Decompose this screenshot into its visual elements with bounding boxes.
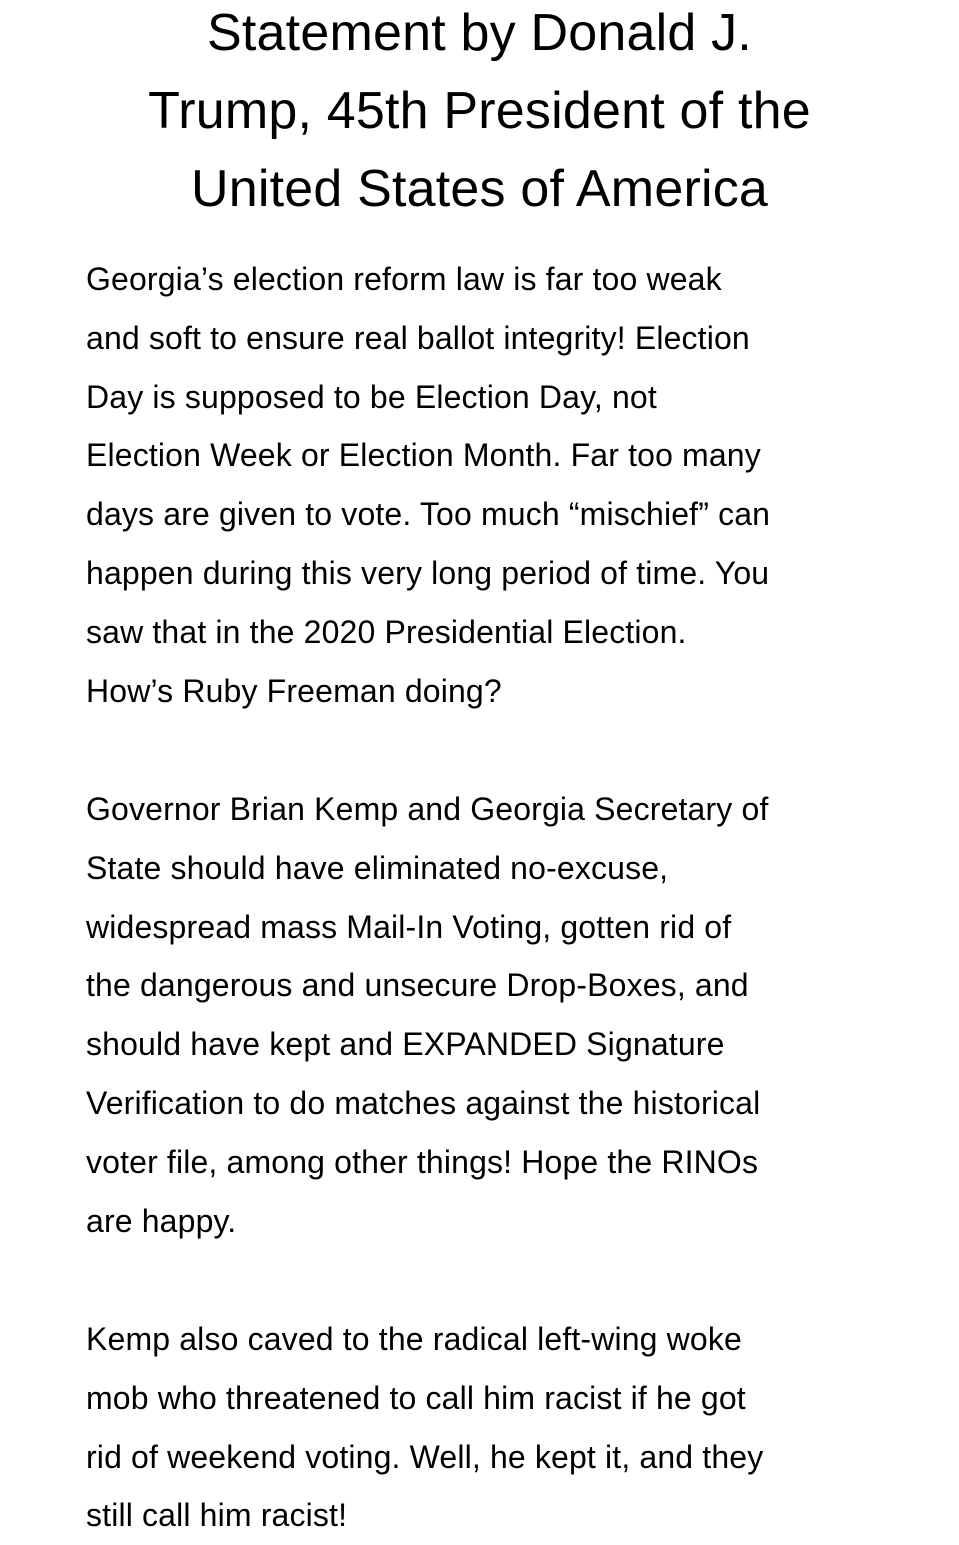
title-line: Trump, 45th President of the <box>148 82 811 140</box>
text-line: widespread mass Mail-In Voting, gotten rid of <box>86 908 732 945</box>
text-line: Governor Brian Kemp and Georgia Secretary of <box>86 791 769 827</box>
text-line: should have kept and EXPANDED Signature <box>86 1026 725 1063</box>
text-line: Georgia’s election reform law is far too weak <box>86 261 722 297</box>
text-line: the dangerous and unsecure Drop-Boxes, and <box>86 967 749 1004</box>
text-line: saw that in the 2020 Presidential Election. <box>86 613 687 650</box>
title-line: United States of America <box>190 160 769 218</box>
text-line: still call him racist! <box>86 1497 348 1534</box>
text-line: State should have eliminated no-excuse, <box>86 849 669 886</box>
text-line: Kemp also caved to the radical left-wing woke <box>86 1321 742 1357</box>
text-line: Day is supposed to be Election Day, not <box>86 378 657 415</box>
title-line: Statement by Donald J. <box>207 4 752 62</box>
text-line: Election Week or Election Month. Far too many <box>86 437 761 474</box>
text-line: voter file, among other things! Hope the RINOs <box>86 1143 759 1180</box>
paragraph-weekend-voting <box>86 1310 886 1545</box>
paragraph-election-reform <box>86 250 886 720</box>
text-line: Verification to do matches against the historical <box>86 1084 761 1121</box>
text-line: mob who threatened to call him racist if he got <box>86 1379 746 1416</box>
statement-title <box>60 0 899 228</box>
paragraph-governor-kemp <box>86 780 886 1250</box>
text-line: days are given to vote. Too much “mischief” can <box>86 496 771 533</box>
text-line: and soft to ensure real ballot integrity! Election <box>86 319 750 356</box>
text-line: How’s Ruby Freeman doing? <box>86 672 502 709</box>
text-line: are happy. <box>86 1202 237 1239</box>
text-line: happen during this very long period of time. You <box>86 554 770 591</box>
text-line: rid of weekend voting. Well, he kept it, and they <box>86 1438 764 1475</box>
